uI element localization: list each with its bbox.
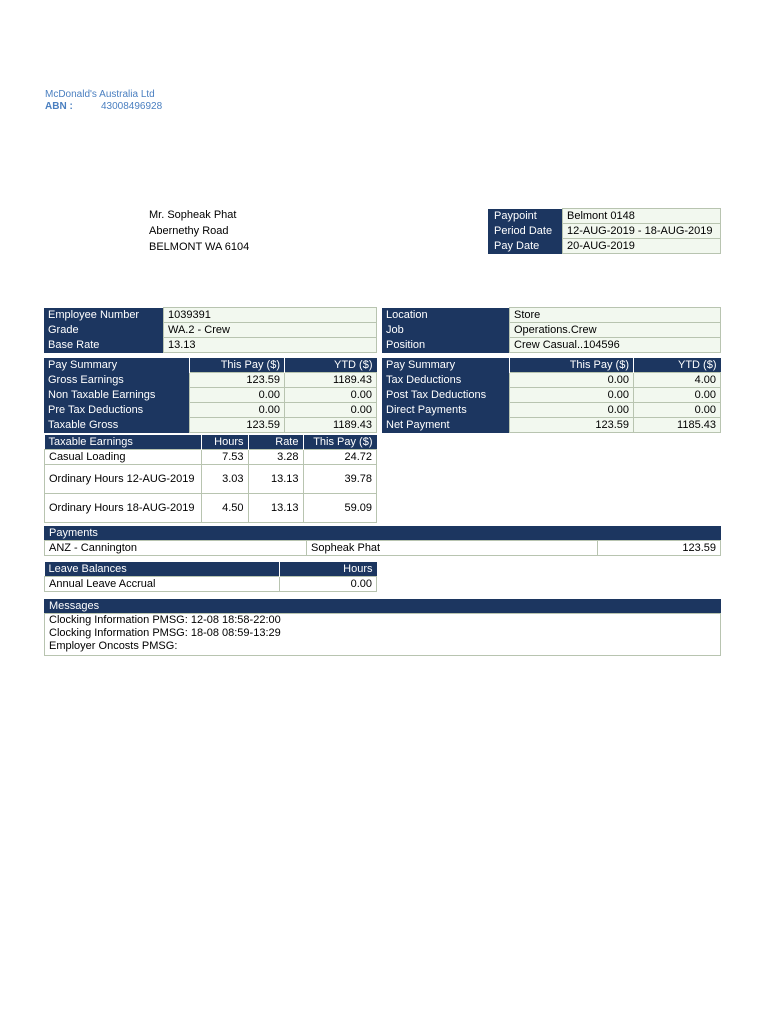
summary-ytd: 0.00 — [634, 388, 721, 403]
summary-header: Pay Summary — [44, 358, 190, 373]
leave-hours: 0.00 — [279, 577, 377, 592]
leave-header: Leave Balances — [45, 562, 280, 577]
employee-value: 13.13 — [164, 338, 377, 353]
summary-label: Post Tax Deductions — [382, 388, 510, 403]
summary-header-row — [382, 358, 721, 373]
earnings-header-row — [45, 435, 377, 450]
pay-info-value: 12-AUG-2019 - 18-AUG-2019 — [563, 224, 721, 239]
location-label: Location — [382, 308, 510, 323]
earnings-hours: 7.53 — [201, 450, 248, 465]
address-name: Mr. Sopheak Phat — [149, 209, 237, 221]
summary-ytd: 1189.43 — [285, 373, 377, 388]
summary-header: YTD ($) — [285, 358, 377, 373]
pay-info-row — [488, 209, 721, 224]
earnings-rate: 13.13 — [248, 494, 303, 523]
location-row — [382, 308, 721, 323]
earnings-hours: 4.50 — [201, 494, 248, 523]
summary-row — [44, 418, 377, 433]
message-line: Clocking Information PMSG: 12-08 18:58-22:00 — [49, 614, 281, 626]
summary-ytd: 0.00 — [285, 403, 377, 418]
location-value: Store — [510, 308, 721, 323]
summary-label: Tax Deductions — [382, 373, 510, 388]
earnings-description: Ordinary Hours 18-AUG-2019 — [45, 494, 202, 523]
summary-label: Pre Tax Deductions — [44, 403, 190, 418]
summary-row — [382, 388, 721, 403]
leave-balances-table — [44, 562, 377, 592]
summary-label: Direct Payments — [382, 403, 510, 418]
leave-header-row — [45, 562, 377, 577]
summary-header-row — [44, 358, 377, 373]
summary-label: Taxable Gross — [44, 418, 190, 433]
pay-summary-left — [44, 358, 377, 433]
pay-info-label: Pay Date — [488, 239, 563, 254]
leave-row — [45, 577, 377, 592]
summary-row — [382, 418, 721, 433]
earnings-this-pay: 24.72 — [303, 450, 377, 465]
messages-header: Messages — [44, 599, 721, 613]
summary-header: This Pay ($) — [190, 358, 285, 373]
location-table — [382, 307, 721, 353]
summary-label: Non Taxable Earnings — [44, 388, 190, 403]
earnings-this-pay: 39.78 — [303, 465, 377, 494]
summary-ytd: 4.00 — [634, 373, 721, 388]
taxable-earnings-table — [44, 435, 377, 523]
employee-row — [44, 338, 377, 353]
summary-row — [44, 388, 377, 403]
employee-label: Grade — [44, 323, 164, 338]
summary-this-pay: 123.59 — [510, 418, 634, 433]
location-label: Job — [382, 323, 510, 338]
employee-label: Employee Number — [44, 308, 164, 323]
pay-info-row — [488, 239, 721, 254]
location-row — [382, 323, 721, 338]
summary-ytd: 0.00 — [285, 388, 377, 403]
summary-label: Gross Earnings — [44, 373, 190, 388]
employee-value: WA.2 - Crew — [164, 323, 377, 338]
location-label: Position — [382, 338, 510, 353]
summary-ytd: 1189.43 — [285, 418, 377, 433]
earnings-header: This Pay ($) — [303, 435, 377, 450]
employee-row — [44, 323, 377, 338]
abn-line — [45, 101, 162, 113]
summary-row — [382, 373, 721, 388]
location-value: Crew Casual..104596 — [510, 338, 721, 353]
employee-value: 1039391 — [164, 308, 377, 323]
summary-header: This Pay ($) — [510, 358, 634, 373]
earnings-header: Hours — [201, 435, 248, 450]
earnings-description: Casual Loading — [45, 450, 202, 465]
message-line: Clocking Information PMSG: 18-08 08:59-13:29 — [49, 627, 281, 639]
leave-type: Annual Leave Accrual — [45, 577, 280, 592]
abn-value: 43008496928 — [101, 101, 163, 112]
address-city: BELMONT WA 6104 — [149, 241, 250, 253]
summary-this-pay: 0.00 — [190, 403, 285, 418]
location-row — [382, 338, 721, 353]
payment-row — [45, 541, 721, 556]
pay-info-label: Period Date — [488, 224, 563, 239]
payments-table — [44, 540, 721, 556]
earnings-rate: 3.28 — [248, 450, 303, 465]
pay-info-value: 20-AUG-2019 — [563, 239, 721, 254]
summary-row — [44, 403, 377, 418]
employee-row — [44, 308, 377, 323]
summary-this-pay: 123.59 — [190, 418, 285, 433]
payments-header: Payments — [44, 526, 721, 540]
earnings-hours: 3.03 — [201, 465, 248, 494]
company-name: McDonald's Australia Ltd — [45, 89, 155, 100]
summary-header: Pay Summary — [382, 358, 510, 373]
pay-info-value: Belmont 0148 — [563, 209, 721, 224]
summary-this-pay: 0.00 — [510, 373, 634, 388]
pay-summary-right — [382, 358, 721, 433]
summary-header: YTD ($) — [634, 358, 721, 373]
employee-table — [44, 307, 377, 353]
earnings-row — [45, 450, 377, 465]
messages-box — [44, 613, 721, 656]
pay-info-label: Paypoint — [488, 209, 563, 224]
summary-this-pay: 0.00 — [510, 388, 634, 403]
earnings-description: Ordinary Hours 12-AUG-2019 — [45, 465, 202, 494]
summary-this-pay: 0.00 — [510, 403, 634, 418]
pay-info-row — [488, 224, 721, 239]
employee-label: Base Rate — [44, 338, 164, 353]
earnings-header: Taxable Earnings — [45, 435, 202, 450]
employee-address — [149, 207, 249, 255]
payment-amount: 123.59 — [598, 541, 721, 556]
earnings-row — [45, 465, 377, 494]
message-line: Employer Oncosts PMSG: — [49, 640, 178, 652]
summary-this-pay: 0.00 — [190, 388, 285, 403]
summary-ytd: 0.00 — [634, 403, 721, 418]
payment-name: Sopheak Phat — [307, 541, 598, 556]
leave-header: Hours — [279, 562, 377, 577]
summary-label: Net Payment — [382, 418, 510, 433]
earnings-row — [45, 494, 377, 523]
address-street: Abernethy Road — [149, 225, 229, 237]
abn-label: ABN : — [45, 101, 73, 112]
location-value: Operations.Crew — [510, 323, 721, 338]
pay-info-table — [488, 208, 721, 254]
payment-bank: ANZ - Cannington — [45, 541, 307, 556]
summary-ytd: 1185.43 — [634, 418, 721, 433]
earnings-header: Rate — [248, 435, 303, 450]
summary-row — [44, 373, 377, 388]
earnings-rate: 13.13 — [248, 465, 303, 494]
summary-this-pay: 123.59 — [190, 373, 285, 388]
summary-row — [382, 403, 721, 418]
earnings-this-pay: 59.09 — [303, 494, 377, 523]
